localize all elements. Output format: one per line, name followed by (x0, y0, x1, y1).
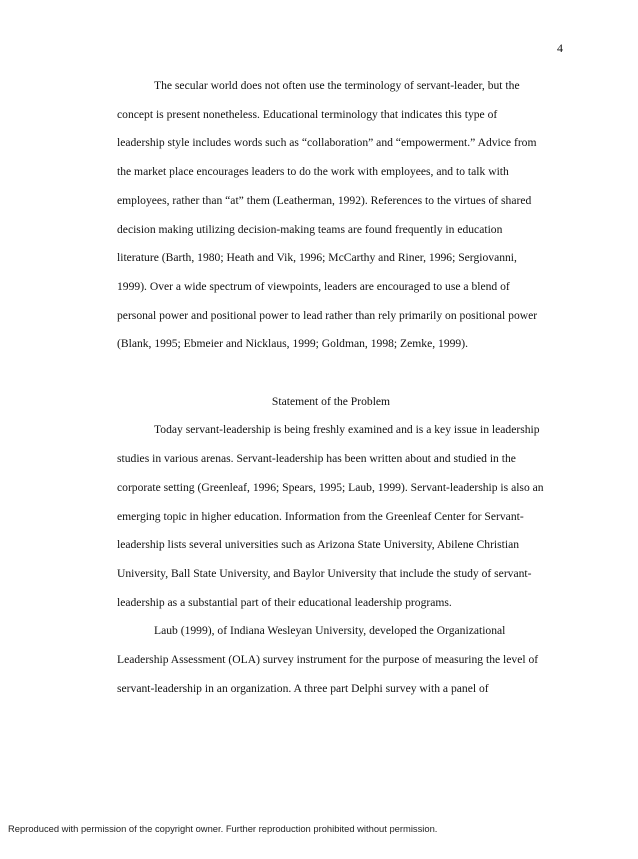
document-body (117, 72, 545, 703)
copyright-footer: Reproduced with permission of the copyright owner. Further reproduction prohibited without permission. (8, 823, 438, 834)
section-heading: Statement of the Problem (271, 394, 391, 408)
paragraph-servant-leader-concept: The secular world does not often use the terminology of servant-leader, but the concept is present nonetheless. Educational terminology that indicates this type of leadership style includes words such as “collaboration” and “empowerment.” Advice from the market place encourages leaders to do the work with employees, and to talk with employees, rather than “at” them (Leatherman, 1992). References to the virtues of shared decision making utilizing decision-making teams are found frequently in education literature (Barth, 1980; Heath and Vik, 1996; McCarthy and Riner, 1996; Sergiovanni, 1999). Over a wide spectrum of viewpoints, leaders are encouraged to use a blend of personal power and positional power to lead rather than rely primarily on positional power (Blank, 1995; Ebmeier and Nicklaus, 1999; Goldman, 1998; Zemke, 1999). (117, 79, 538, 351)
page-number: 4 (557, 41, 563, 55)
paragraph-laub-ola: Laub (1999), of Indiana Wesleyan University, developed the Organizational Leadership Assessment (OLA) survey instrument for the purpose of measuring the level of servant-leadership in an organization. A three part Delphi survey with a panel of (117, 624, 539, 695)
paragraph-problem-statement: Today servant-leadership is being freshly examined and is a key issue in leadership studies in various arenas. Servant-leadership has been written about and studied in the corporate setting (Greenleaf, 1996; Spears, 1995; Laub, 1999). Servant-leadership is also an emerging topic in higher education. Information from the Greenleaf Center for Servant-leadership lists several universities such as Arizona State University, Abilene Christian University, Ball State University, and Baylor University that include the study of servant-leadership as a substantial part of their educational leadership programs. (117, 423, 544, 609)
